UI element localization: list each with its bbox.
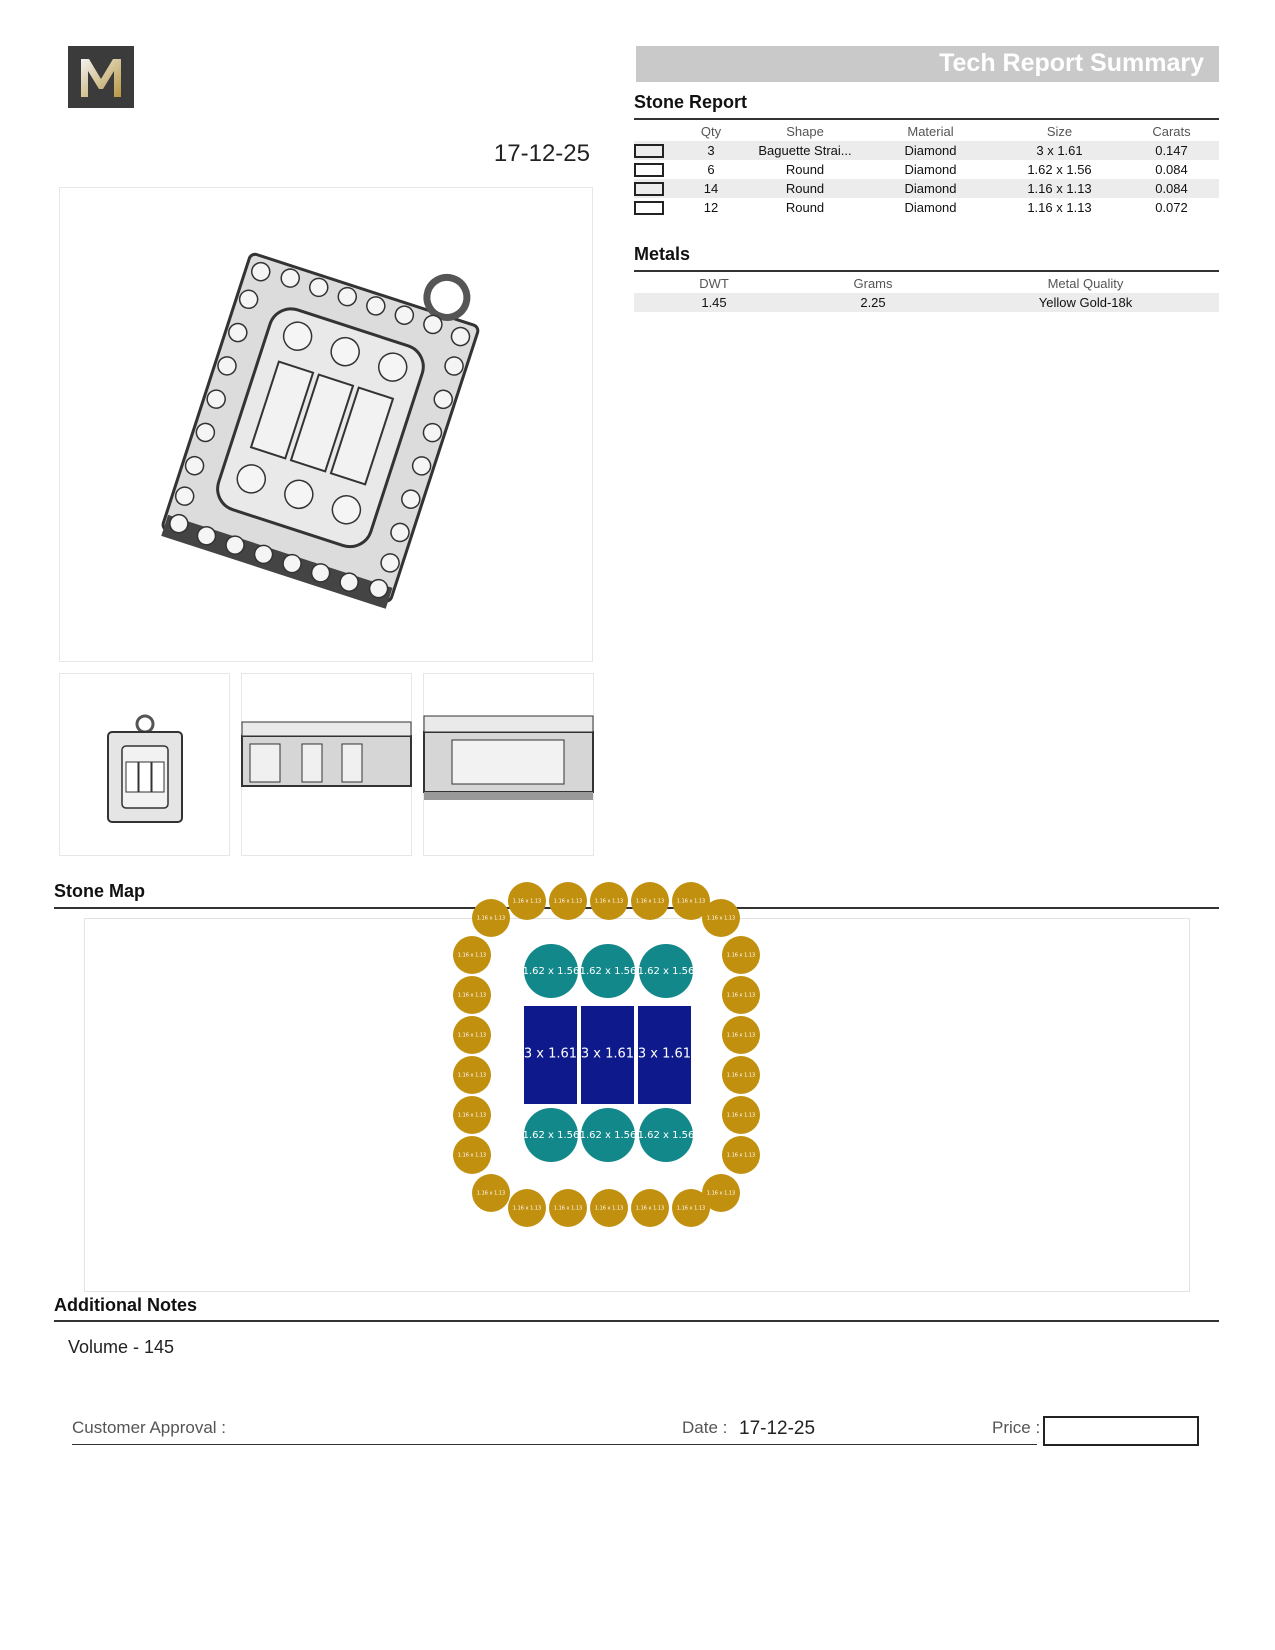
grams-cell: 2.25	[794, 293, 952, 312]
material-cell: Diamond	[904, 200, 957, 215]
table-row	[634, 293, 1219, 312]
gold-stone-label: 1.16 x 1.13	[553, 898, 583, 905]
column-header: Material	[907, 123, 954, 139]
column-header: DWT	[699, 275, 729, 291]
thumbnail-top[interactable]	[423, 673, 594, 856]
gold-stone-label: 1.16 x 1.13	[726, 1152, 756, 1159]
carats-cell: 0.084	[1155, 162, 1188, 177]
teal-stone-label: 1.62 x 1.56	[579, 966, 637, 977]
material-cell: Diamond	[866, 141, 995, 160]
material-cell: Diamond	[866, 179, 995, 198]
size-cell: 3 x 1.61	[995, 141, 1124, 160]
carats-cell: 0.084	[1124, 179, 1219, 198]
teal-stone-label: 1.62 x 1.56	[637, 966, 695, 977]
column-header: Size	[1046, 123, 1073, 139]
signature-line	[72, 1444, 1037, 1445]
carats-cell: 0.072	[1155, 200, 1188, 215]
gold-stone-label: 1.16 x 1.13	[726, 1112, 756, 1119]
column-header: Metal Quality	[1047, 275, 1124, 291]
gold-stone-label: 1.16 x 1.13	[512, 1205, 542, 1212]
table-header-row	[634, 121, 1219, 141]
gold-stone-label: 1.16 x 1.13	[706, 1190, 736, 1197]
shape-cell: Round	[785, 162, 825, 177]
gold-stone-label: 1.16 x 1.13	[594, 1205, 624, 1212]
gold-stone-label: 1.16 x 1.13	[706, 915, 736, 922]
thumbnail-front[interactable]	[59, 673, 230, 856]
column-header: Carats	[1152, 123, 1191, 139]
gold-stone-label: 1.16 x 1.13	[726, 1032, 756, 1039]
baguette-stone-label: 3 x 1.61	[580, 1046, 635, 1062]
logo-m-icon	[77, 55, 125, 99]
material-cell: Diamond	[904, 162, 957, 177]
gold-stone-label: 1.16 x 1.13	[476, 915, 506, 922]
gold-stone-label: 1.16 x 1.13	[457, 952, 487, 959]
stone-report-divider	[634, 118, 1219, 120]
gold-stone-label: 1.16 x 1.13	[726, 952, 756, 959]
column-header: Qty	[700, 123, 722, 139]
metals-title: Metals	[634, 244, 691, 264]
approval-date-value: 17-12-25	[739, 1418, 816, 1439]
row-checkbox[interactable]	[634, 144, 664, 158]
row-checkbox[interactable]	[634, 201, 664, 215]
pendant-render-image	[60, 188, 592, 661]
metals-table	[634, 273, 1219, 312]
column-header: Grams	[853, 275, 893, 291]
pendant-top-image	[424, 674, 593, 855]
notes-text: Volume - 145	[68, 1337, 175, 1357]
gold-stone-label: 1.16 x 1.13	[457, 992, 487, 999]
size-cell: 1.16 x 1.13	[995, 179, 1124, 198]
customer-approval-label: Customer Approval :	[72, 1418, 227, 1437]
main-render-view	[59, 187, 593, 662]
stone-map-panel	[84, 898, 1190, 1292]
qty-cell: 14	[678, 179, 744, 198]
teal-stone-label: 1.62 x 1.56	[637, 1130, 695, 1141]
table-row	[634, 160, 1219, 179]
gold-stone-label: 1.16 x 1.13	[726, 1072, 756, 1079]
table-row	[634, 198, 1219, 217]
baguette-stone-label: 3 x 1.61	[523, 1046, 578, 1062]
gold-stone-label: 1.16 x 1.13	[676, 898, 706, 905]
table-row	[634, 179, 1219, 198]
teal-stone-label: 1.62 x 1.56	[579, 1130, 637, 1141]
price-label: Price :	[992, 1418, 1041, 1437]
thumbnail-side[interactable]	[241, 673, 412, 856]
qty-cell: 6	[707, 162, 715, 177]
table-header-row	[634, 273, 1219, 293]
gold-stone-label: 1.16 x 1.13	[457, 1152, 487, 1159]
notes-divider	[54, 1320, 1219, 1322]
metals-divider	[634, 270, 1219, 272]
gold-stone-label: 1.16 x 1.13	[726, 992, 756, 999]
gold-stone-label: 1.16 x 1.13	[635, 1205, 665, 1212]
report-date: 17-12-25	[493, 140, 590, 167]
table-row	[634, 141, 1219, 160]
price-input[interactable]	[1043, 1416, 1199, 1446]
qty-cell: 12	[703, 200, 719, 215]
stone-map-title: Stone Map	[54, 881, 146, 901]
teal-stone-label: 1.62 x 1.56	[522, 1130, 580, 1141]
gold-stone-label: 1.16 x 1.13	[635, 898, 665, 905]
dwt-cell: 1.45	[634, 293, 794, 312]
gold-stone-label: 1.16 x 1.13	[676, 1205, 706, 1212]
pendant-front-image	[60, 674, 229, 855]
size-cell: 1.62 x 1.56	[1027, 162, 1092, 177]
company-logo	[68, 46, 134, 108]
stone-report-title: Stone Report	[634, 92, 748, 112]
approval-date-label: Date :	[682, 1418, 728, 1437]
carats-cell: 0.147	[1124, 141, 1219, 160]
shape-cell: Baguette Strai...	[744, 141, 866, 160]
additional-notes-title: Additional Notes	[54, 1295, 197, 1315]
shape-cell: Round	[785, 200, 825, 215]
row-checkbox[interactable]	[634, 182, 664, 196]
baguette-stone-label: 3 x 1.61	[637, 1046, 692, 1062]
metal-quality-cell: Yellow Gold-18k	[952, 293, 1219, 312]
report-title: Tech Report Summary	[939, 49, 1204, 77]
stone-report-table	[634, 121, 1219, 217]
gold-stone-label: 1.16 x 1.13	[553, 1205, 583, 1212]
gold-stone-label: 1.16 x 1.13	[512, 898, 542, 905]
size-cell: 1.16 x 1.13	[1027, 200, 1092, 215]
gold-stone-label: 1.16 x 1.13	[476, 1190, 506, 1197]
select-column-header	[634, 121, 678, 141]
stone-map-diagram	[85, 898, 1189, 1291]
gold-stone-label: 1.16 x 1.13	[457, 1112, 487, 1119]
title-banner	[636, 46, 1219, 82]
column-header: Shape	[786, 123, 824, 139]
gold-stone-label: 1.16 x 1.13	[457, 1072, 487, 1079]
shape-cell: Round	[744, 179, 866, 198]
teal-stone-label: 1.62 x 1.56	[522, 966, 580, 977]
gold-stone-label: 1.16 x 1.13	[594, 898, 624, 905]
row-checkbox[interactable]	[634, 163, 664, 177]
qty-cell: 3	[678, 141, 744, 160]
gold-stone-label: 1.16 x 1.13	[457, 1032, 487, 1039]
pendant-side-image	[242, 674, 411, 855]
